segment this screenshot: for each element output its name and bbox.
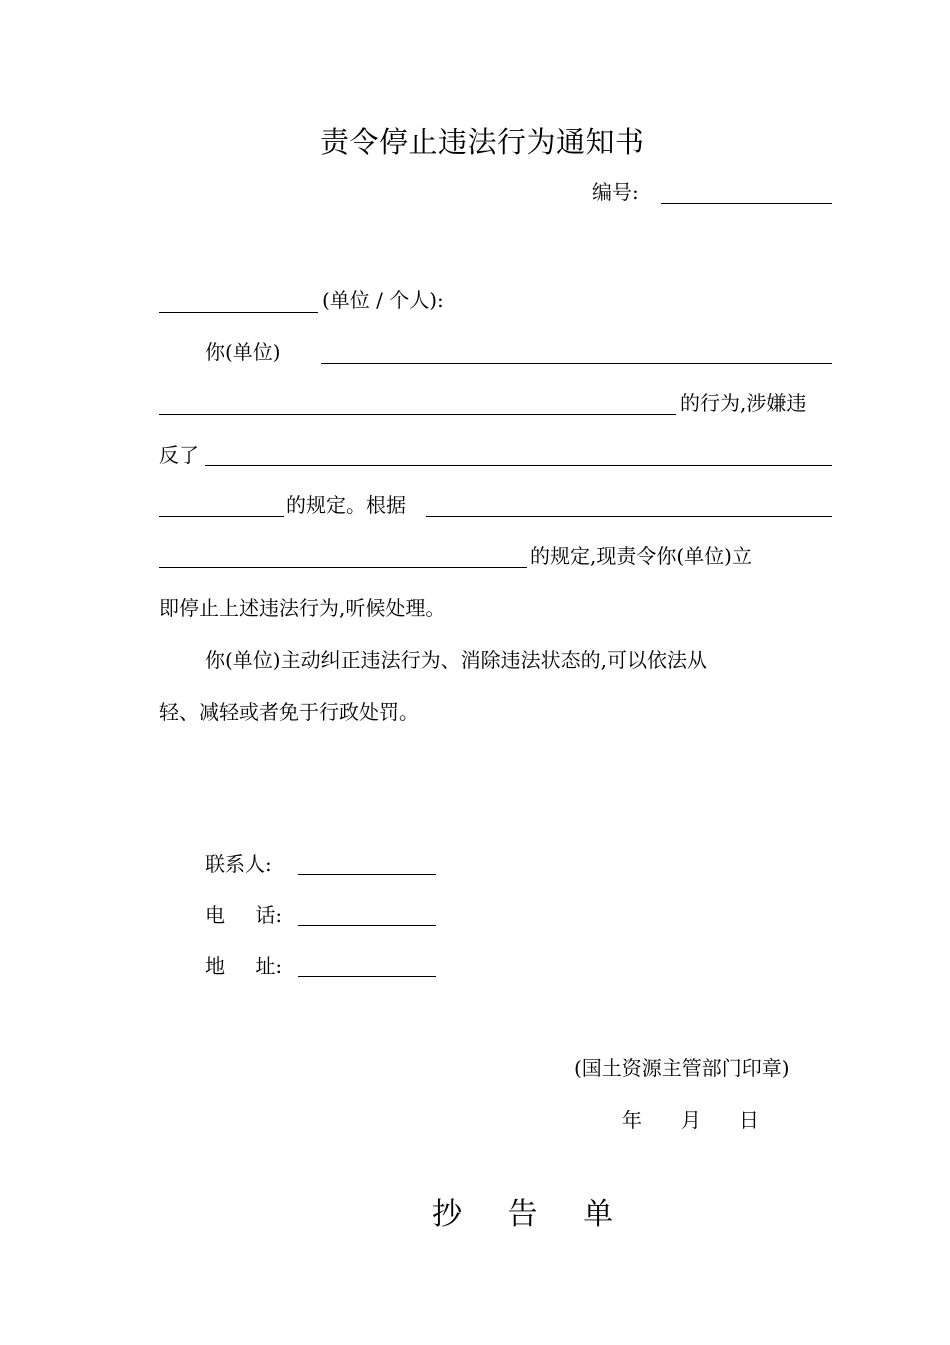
line6-text: 即停止上述违法行为,听候处理。 xyxy=(159,596,446,620)
number-field[interactable] xyxy=(661,203,832,204)
line1-prefix: 你(单位) xyxy=(205,340,281,364)
seal-text: (国土资源主管部门印章) xyxy=(574,1056,790,1080)
number-label: 编号: xyxy=(592,180,639,204)
line3-prefix: 反了 xyxy=(159,443,199,467)
phone-field[interactable] xyxy=(298,925,436,926)
contact-label: 联系人: xyxy=(205,852,272,876)
line2-suffix: 的行为,涉嫌违 xyxy=(680,391,807,415)
phone-label: 电 话: xyxy=(205,903,283,927)
para2-line1: 你(单位)主动纠正违法行为、消除违法状态的,可以依法从 xyxy=(205,648,707,672)
basis-law-field-2[interactable] xyxy=(159,567,527,568)
line5-suffix: 的规定,现责令你(单位)立 xyxy=(530,544,752,568)
line4-text: 的规定。根据 xyxy=(286,493,406,517)
violated-law-field-2[interactable] xyxy=(159,516,284,517)
basis-law-field-1[interactable] xyxy=(426,516,832,517)
subtitle: 抄 告 单 xyxy=(432,1197,632,1232)
date-month: 月 xyxy=(681,1108,701,1132)
contact-field[interactable] xyxy=(298,874,436,875)
address-label: 地 址: xyxy=(205,954,283,978)
date-day: 日 xyxy=(739,1108,759,1132)
date-year: 年 xyxy=(622,1108,642,1132)
recipient-suffix: (单位 / 个人): xyxy=(322,288,444,312)
behavior-field-2[interactable] xyxy=(159,414,676,415)
violated-law-field-1[interactable] xyxy=(205,465,832,466)
recipient-field[interactable] xyxy=(159,312,318,313)
behavior-field-1[interactable] xyxy=(321,363,832,364)
document-title: 责令停止违法行为通知书 xyxy=(320,125,645,159)
para2-line2: 轻、减轻或者免于行政处罚。 xyxy=(159,700,419,724)
address-field[interactable] xyxy=(298,976,436,977)
